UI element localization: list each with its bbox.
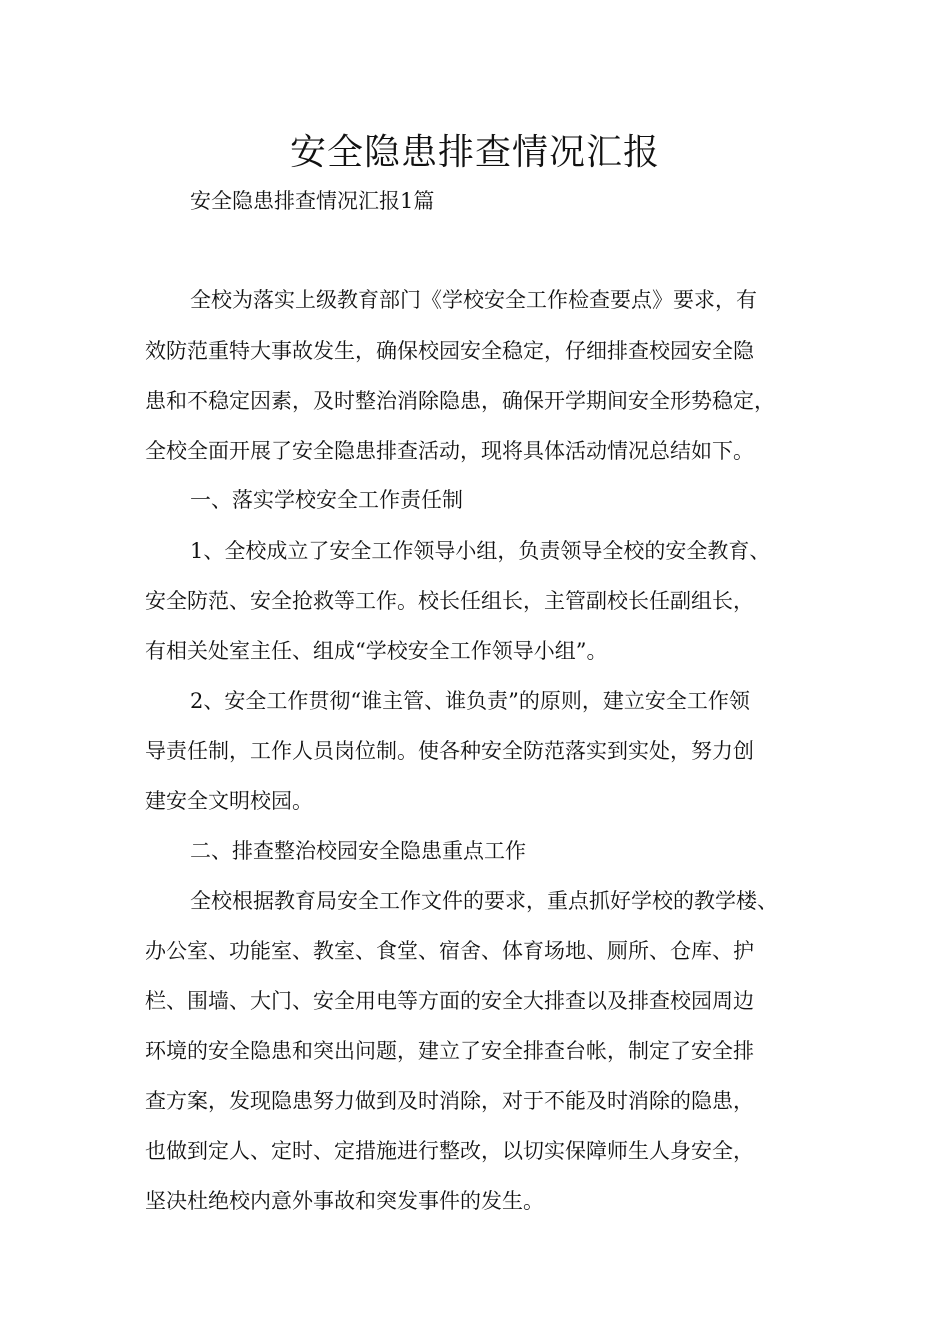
paragraph-line: 有相关处室主任、组成“学校安全工作领导小组”。 <box>145 639 608 663</box>
paragraph-line: 安全防范、安全抢救等工作。校长任组长，主管副校长任副组长， <box>145 589 754 613</box>
paragraph-line: 坚决杜绝校内意外事故和突发事件的发生。 <box>145 1189 544 1213</box>
paragraph-line: 也做到定人、定时、定措施进行整改，以切实保障师生人身安全， <box>145 1139 754 1163</box>
paragraph-line: 全校根据教育局安全工作文件的要求，重点抓好学校的教学楼、 <box>190 889 778 913</box>
paragraph-line: 2、安全工作贯彻“谁主管、谁负责”的原则，建立安全工作领 <box>190 689 750 713</box>
paragraph-line: 办公室、功能室、教室、食堂、宿舍、体育场地、厕所、仓库、护 <box>145 939 754 963</box>
paragraph-line: 患和不稳定因素，及时整治消除隐患，确保开学期间安全形势稳定， <box>145 389 775 413</box>
paragraph-line: 建安全文明校园。 <box>145 789 313 813</box>
paragraph-line: 环境的安全隐患和突出问题，建立了安全排查台帐，制定了安全排 <box>145 1039 754 1063</box>
section-heading: 二、排查整治校园安全隐患重点工作 <box>190 839 526 863</box>
paragraph-line: 全校全面开展了安全隐患排查活动，现将具体活动情况总结如下。 <box>145 439 754 463</box>
paragraph-line: 导责任制，工作人员岗位制。使各种安全防范落实到实处，努力创 <box>145 739 754 763</box>
paragraph-line: 栏、围墙、大门、安全用电等方面的安全大排查以及排查校园周边 <box>145 989 754 1013</box>
paragraph-line: 查方案，发现隐患努力做到及时消除，对于不能及时消除的隐患， <box>145 1089 754 1113</box>
paragraph-line: 全校为落实上级教育部门《学校安全工作检查要点》要求，有 <box>190 288 757 312</box>
paragraph-line: 1、全校成立了安全工作领导小组，负责领导全校的安全教育、 <box>190 539 771 563</box>
document-title: 安全隐患排查情况汇报 <box>289 132 660 173</box>
document-subtitle: 安全隐患排查情况汇报1篇 <box>190 189 435 213</box>
paragraph-line: 效防范重特大事故发生，确保校园安全稳定，仔细排查校园安全隐 <box>145 339 754 363</box>
section-heading: 一、落实学校安全工作责任制 <box>190 488 463 512</box>
